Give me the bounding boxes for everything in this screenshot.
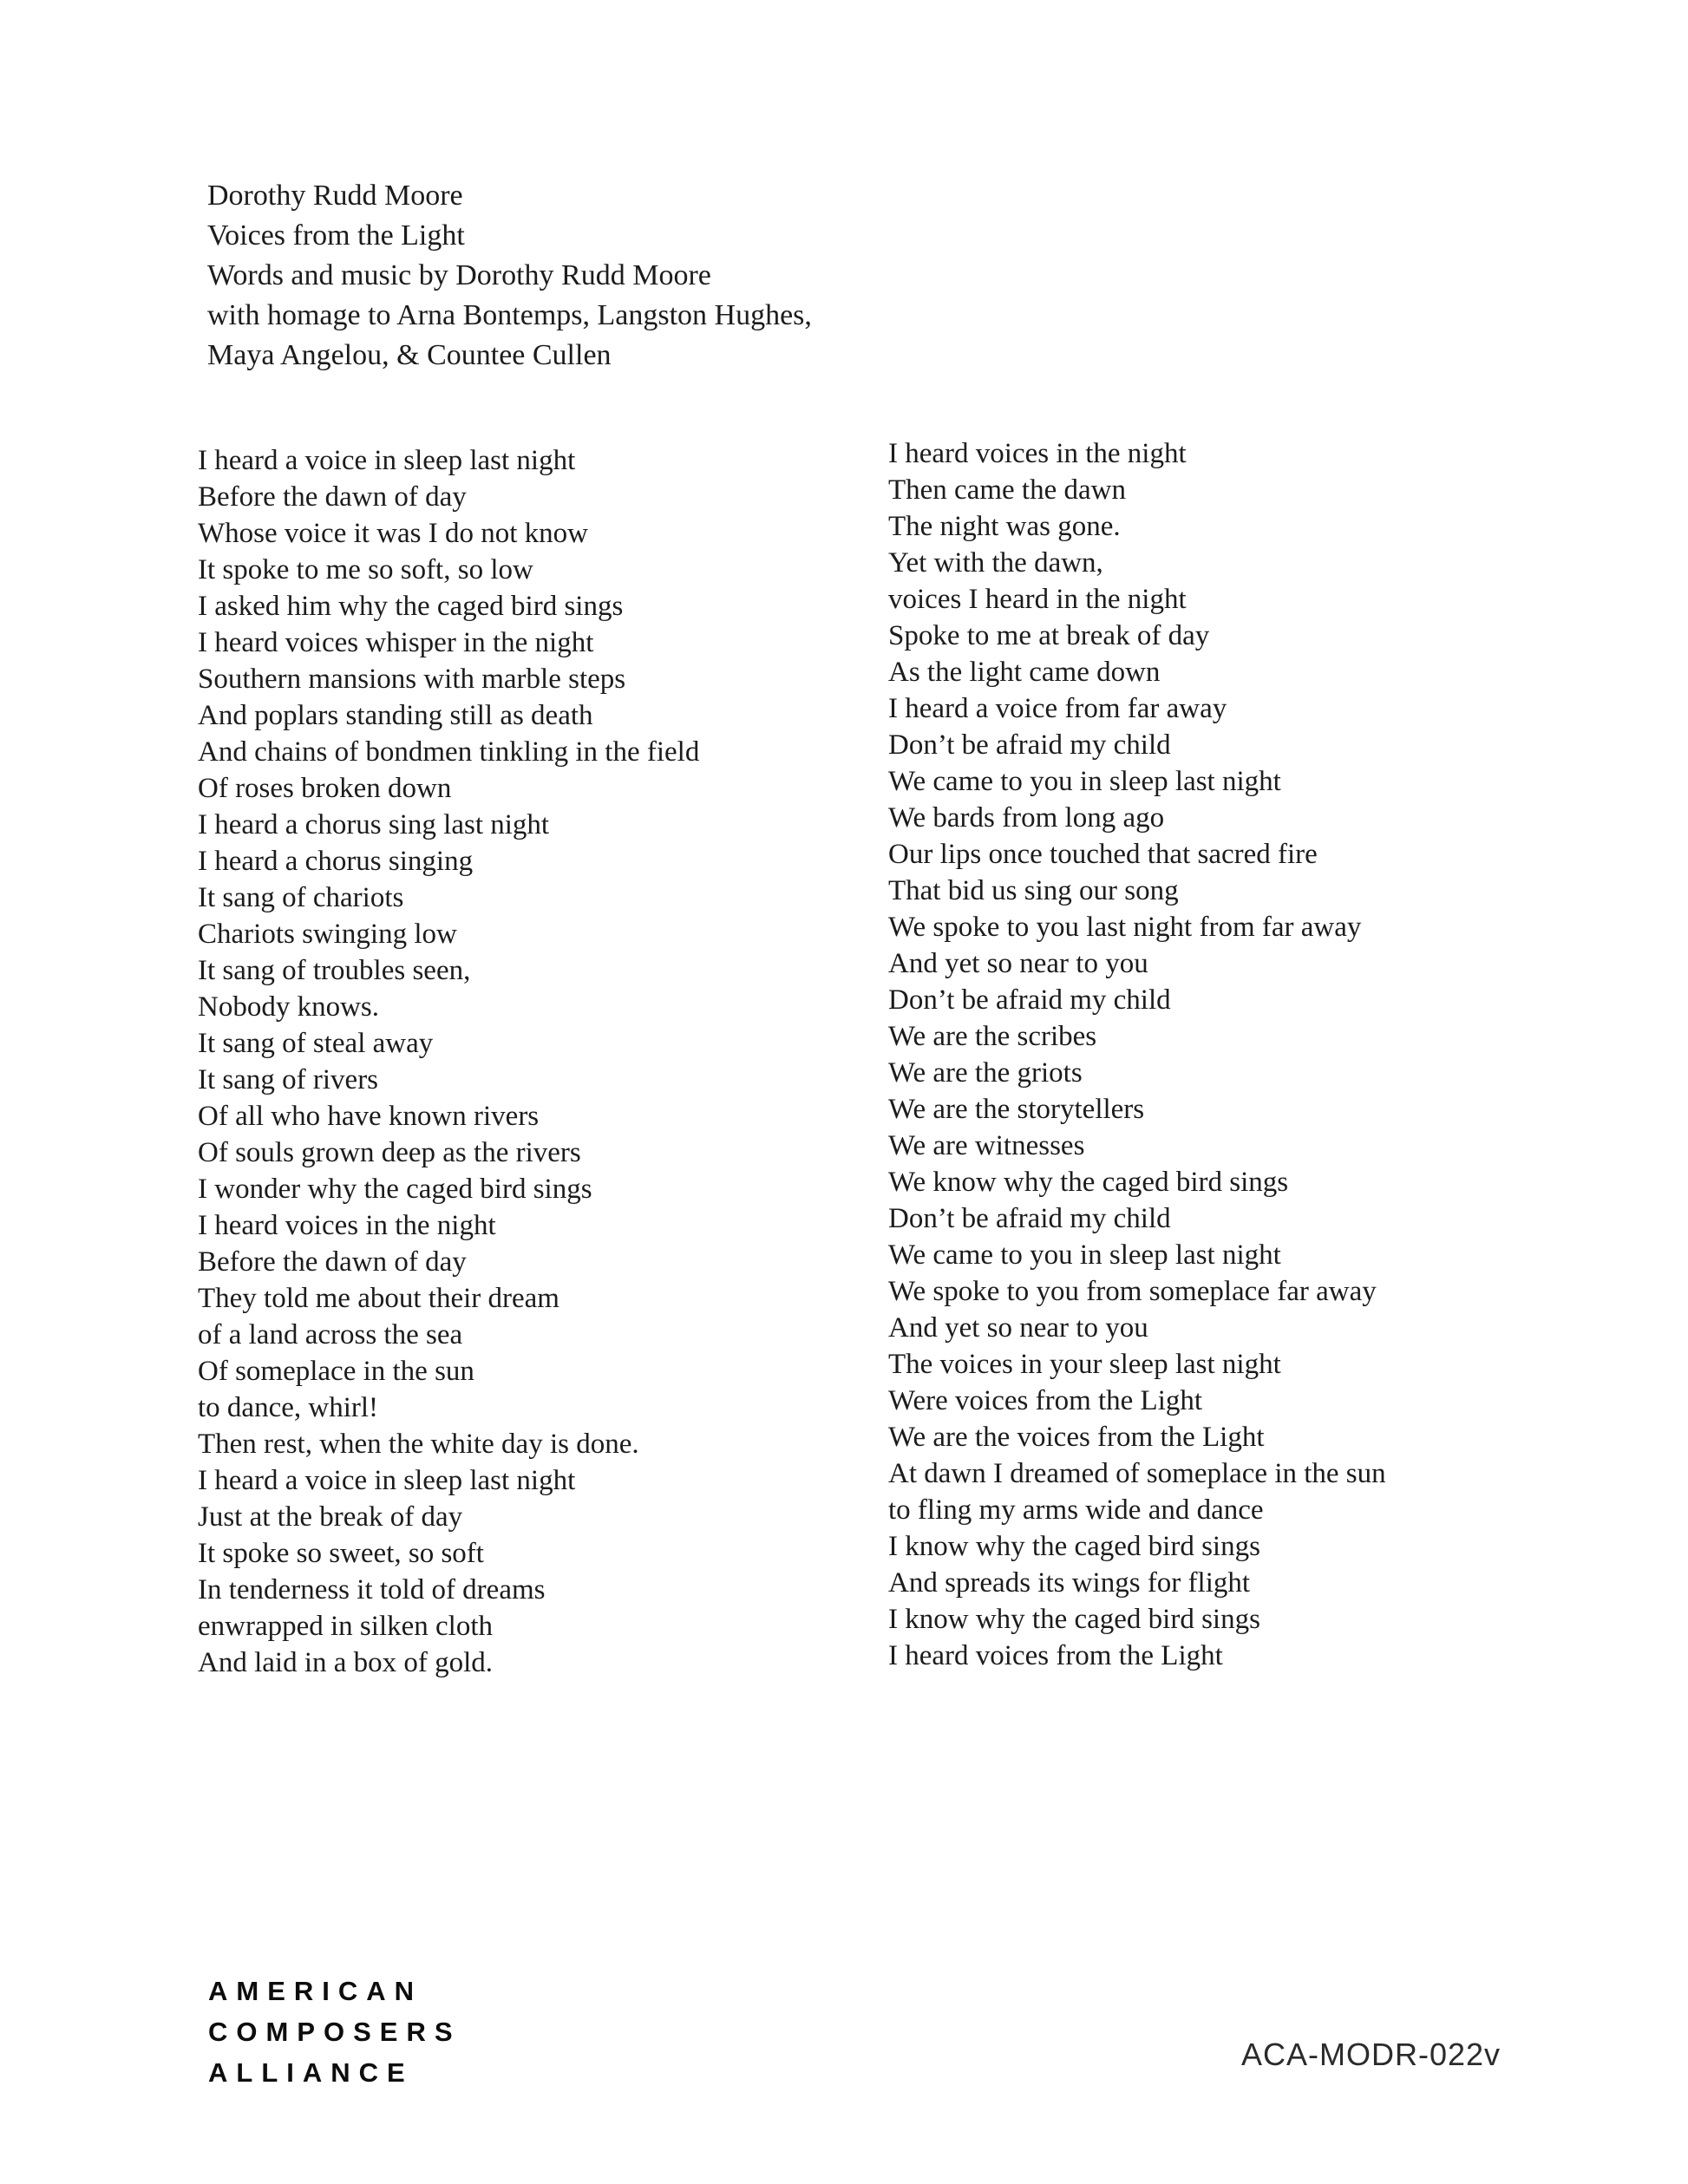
poem-line: In tenderness it told of dreams [198,1574,546,1605]
poem-line: The night was gone. [888,511,1121,542]
title-line: with homage to Arna Bontemps, Langston Hughes, [207,299,812,331]
logo-line: AMERICAN [208,1976,423,2006]
poem-line: As the light came down [888,657,1161,688]
poem-line: I heard a voice in sleep last night [198,1465,576,1496]
poem-line: We spoke to you from someplace far away [888,1276,1377,1307]
poem-line: voices I heard in the night [888,584,1187,615]
poem-line: enwrapped in silken cloth [198,1611,493,1642]
poem-line: Just at the break of day [198,1501,463,1533]
poem-line: of a land across the sea [198,1319,463,1350]
poem-line: Of someplace in the sun [198,1356,474,1387]
logo-line: ALLIANCE [208,2057,414,2088]
logo-line: COMPOSERS [208,2017,461,2047]
poem-line: Don’t be afraid my child [888,1203,1171,1234]
poem-line: We are the griots [888,1057,1083,1089]
poem-line: I heard a chorus singing [198,846,474,877]
poem-line: Of all who have known rivers [198,1101,540,1132]
poem-line: And laid in a box of gold. [198,1647,494,1678]
poem-line: I know why the caged bird sings [888,1604,1260,1635]
poem-line: Then rest, when the white day is done. [198,1429,639,1460]
poem-line: It sang of rivers [198,1064,379,1095]
poem-line: I asked him why the caged bird sings [198,591,624,622]
poem-line: At dawn I dreamed of someplace in the sun [888,1458,1386,1489]
poem-line: We bards from long ago [888,802,1165,834]
poem-line: Spoke to me at break of day [888,620,1210,651]
poem-line: Don’t be afraid my child [888,984,1171,1016]
poem-line: to dance, whirl! [198,1392,379,1423]
poem-line: I heard voices whisper in the night [198,627,594,658]
poem-line: to fling my arms wide and dance [888,1494,1264,1526]
title-line: Voices from the Light [207,219,465,252]
poem-line: I know why the caged bird sings [888,1531,1260,1562]
poem-line: And yet so near to you [888,1312,1148,1344]
poem-line: That bid us sing our song [888,875,1179,906]
poem-line: I heard voices in the night [198,1210,496,1241]
poem-line: It spoke to me so soft, so low [198,554,533,585]
poem-line: We came to you in sleep last night [888,1239,1281,1271]
poem-line: Were voices from the Light [888,1385,1203,1416]
poem-line: Yet with the dawn, [888,547,1103,579]
poem-line: And spreads its wings for flight [888,1567,1251,1599]
poem-line: And poplars standing still as death [198,700,593,731]
poem-line: We spoke to you last night from far away [888,912,1362,943]
poem-line: Whose voice it was I do not know [198,518,588,549]
poem-line: Of roses broken down [198,773,452,804]
title-line: Words and music by Dorothy Rudd Moore [207,259,711,291]
poem-line: Chariots swinging low [198,919,457,950]
poem-line: We are the storytellers [888,1094,1145,1125]
poem-line: Before the dawn of day [198,481,467,513]
poem-line: We came to you in sleep last night [888,766,1281,797]
poem-line: They told me about their dream [198,1283,559,1314]
american-composers-alliance-logo [208,1971,461,2093]
poem-line: Don’t be afraid my child [888,729,1171,761]
poem-line: We are the voices from the Light [888,1422,1265,1453]
poem-line: We are witnesses [888,1130,1085,1161]
poem-line: And chains of bondmen tinkling in the field [198,736,700,768]
poem-line: It sang of steal away [198,1028,434,1059]
poem-line: Our lips once touched that sacred fire [888,839,1318,870]
poem-line: We are the scribes [888,1021,1097,1052]
catalog-number: ACA-MODR-022v [1241,2037,1502,2072]
poem-line: It spoke so sweet, so soft [198,1538,484,1569]
poem-line: It sang of troubles seen, [198,955,471,986]
poem-line: I wonder why the caged bird sings [198,1174,592,1205]
title-line: Dorothy Rudd Moore [207,180,463,212]
title-line: Maya Angelou, & Countee Cullen [207,339,612,371]
poem-line: I heard a voice from far away [888,693,1227,724]
poem-column-left [198,442,699,1681]
poem-line: I heard voices from the Light [888,1640,1223,1671]
poem-line: Then came the dawn [888,474,1126,506]
poem-column-right [888,435,1386,1674]
poem-line: Southern mansions with marble steps [198,664,626,695]
title-block [207,176,812,376]
poem-line: Of souls grown deep as the rivers [198,1137,581,1168]
poem-line: Nobody knows. [198,991,380,1023]
poem-line: I heard a voice in sleep last night [198,445,576,476]
poem-line: And yet so near to you [888,948,1148,979]
poem-line: The voices in your sleep last night [888,1349,1281,1380]
poem-line: We know why the caged bird sings [888,1167,1289,1198]
poem-line: I heard a chorus sing last night [198,809,550,840]
poem-line: It sang of chariots [198,882,404,913]
poem-line: Before the dawn of day [198,1246,467,1278]
poem-line: I heard voices in the night [888,438,1187,469]
